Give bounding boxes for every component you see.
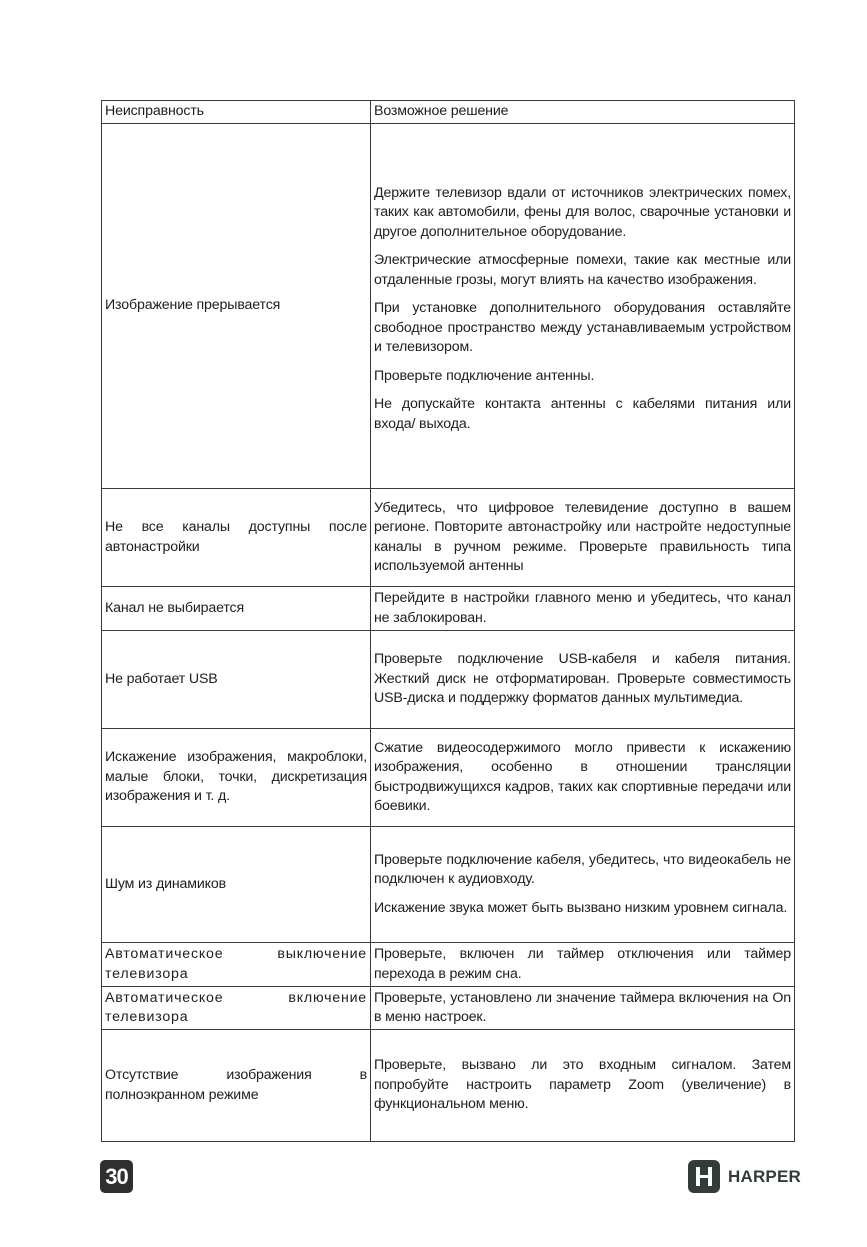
solution-cell: [371, 827, 795, 943]
brand-logo: [688, 1160, 801, 1193]
solution-text: Держите телевизор вдали от источников электрических помех, таких как автомобили, фены для волос, сварочные установки и другое дополнительное оборудование.: [374, 184, 791, 240]
table-row: [102, 489, 795, 587]
brand-name: HARPER: [728, 1166, 801, 1186]
solution-text: Искажение звука может быть вызвано низким уровнем сигнала.: [374, 899, 788, 916]
problem-cell: Канал не выбирается: [102, 587, 371, 631]
table-row: [102, 729, 795, 827]
table-row: [102, 124, 795, 489]
solution-text: Убедитесь, что цифровое телевидение доступно в вашем регионе. Повторите автонастройку или настройте недоступные каналы в ручном режиме. Проверьте правильность типа используемой антенны: [374, 499, 791, 574]
table-row: [102, 827, 795, 943]
table-row: [102, 1030, 795, 1142]
table-header-row: [102, 101, 795, 124]
table-row: [102, 943, 795, 987]
solution-cell: [371, 943, 795, 987]
table-row: [102, 587, 795, 631]
solution-text: Проверьте, установлено ли значение таймера включения на On в меню настроек.: [374, 989, 791, 1025]
solution-text: Проверьте подключение антенны.: [374, 367, 595, 384]
problem-cell: Изображение прерывается: [102, 124, 371, 489]
solution-cell: [371, 631, 795, 729]
solution-cell: [371, 489, 795, 587]
header-problem: Неисправность: [102, 101, 371, 124]
solution-text: Проверьте, вызвано ли это входным сигналом. Затем попробуйте настроить параметр Zoom (увеличение) в функциональном меню.: [374, 1057, 791, 1113]
solution-cell: [371, 1030, 795, 1142]
header-solution: Возможное решение: [371, 101, 795, 124]
solution-cell: [371, 124, 795, 489]
solution-cell: [371, 987, 795, 1030]
solution-text: При установке дополнительного оборудования оставляйте свободное пространство между устанавливаемым устройством и телевизором.: [374, 300, 791, 356]
solution-cell: [371, 729, 795, 827]
problem-cell: Не работает USB: [102, 631, 371, 729]
solution-text: Проверьте подключение кабеля, убедитесь, что видеокабель не подключен к аудиовходу.: [374, 851, 791, 888]
solution-cell: [371, 587, 795, 631]
troubleshooting-table: [101, 100, 795, 1142]
solution-text: Сжатие видеосодержимого могло привести к искажению изображения, особенно в отношении трансляции быстродвижущихся кадров, таких как спортивные передачи или боевики.: [374, 739, 791, 814]
problem-cell: Отсутствие изображения в полноэкранном режиме: [102, 1030, 371, 1142]
solution-text: Проверьте, включен ли таймер отключения или таймер перехода в режим сна.: [374, 946, 791, 982]
page-number-badge: 30: [100, 1160, 133, 1193]
solution-text: Перейдите в настройки главного меню и убедитесь, что канал не заблокирован.: [374, 590, 791, 626]
problem-cell: Шум из динамиков: [102, 827, 371, 943]
table-row: [102, 987, 795, 1030]
table-row: [102, 631, 795, 729]
problem-cell: Искажение изображения, макроблоки, малые блоки, точки, дискретизация изображения и т. д.: [102, 729, 371, 827]
solution-text: Проверьте подключение USB-кабеля и кабеля питания. Жесткий диск не отформатирован. Проверьте совместимость USB-диска и поддержку форматов данных мультимедиа.: [374, 651, 791, 707]
solution-text: Электрические атмосферные помехи, такие как местные или отдаленные грозы, могут влиять на качество изображения.: [374, 252, 791, 288]
problem-cell: Не все каналы доступны после автонастройки: [102, 489, 371, 587]
problem-cell: Автоматическое выключение телевизора: [102, 943, 371, 987]
harper-h-logo-icon: [688, 1160, 720, 1193]
solution-text: Не допускайте контакта антенны с кабелями питания или входа/ выхода.: [374, 396, 791, 432]
problem-cell: Автоматическое включение телевизора: [102, 987, 371, 1030]
